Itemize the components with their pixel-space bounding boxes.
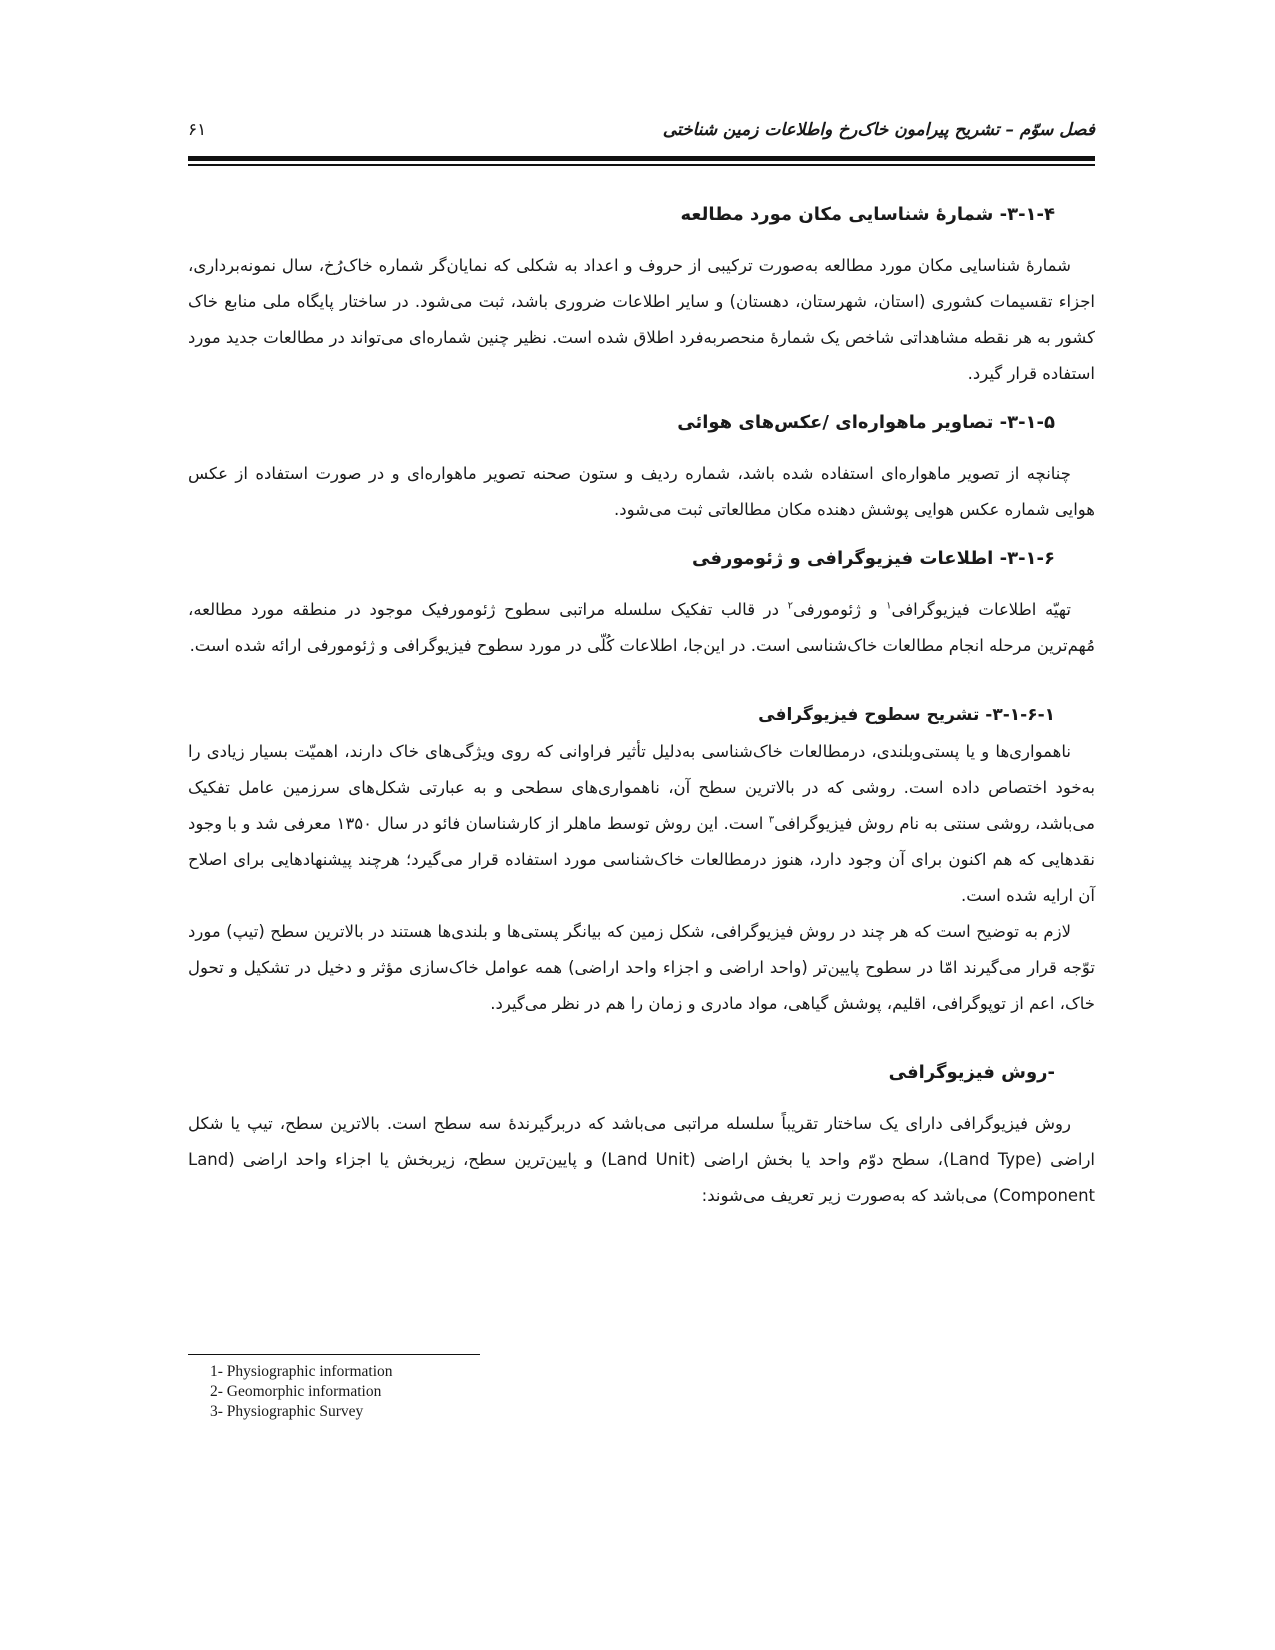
section-heading-physiography-geomorphology: ۳-۱-۶- اطلاعات فیزیوگرافی و ژئومورفی (692, 548, 1055, 569)
section-heading-site-id: ۳-۱-۴- شمارۀ شناسایی مکان مورد مطالعه (680, 204, 1055, 225)
section-heading-physiographic-method: -روش فیزیوگرافی (888, 1062, 1055, 1083)
footnote-2: 2- Geomorphic information (210, 1383, 382, 1400)
paragraph-site-id: شمارۀ شناسایی مکان مورد مطالعه به‌صورت ترکیبی از حروف و اعداد به شکلی که نمایان‌گر شماره خاک‌رُخ، سال نمونه‌برداری، اجزاء تقسیمات کشوری (استان، شهرستان، دهستان) و سایر اطلاعات ضروری باشد، ثبت می‌شود. در ساختار پایگاه ملی منابع خاک کشور به هر نقطه مشاهداتی شاخص یک شمارۀ منحصربه‌فرد اطلاق شده است. نظیر چنین شماره‌ای می‌تواند در مطالعات جدید مورد استفاده قرار گیرد. (188, 256, 1095, 383)
footnote-ref-2: ۲ (787, 600, 793, 612)
page-header (188, 120, 1095, 156)
running-header-title: فصل سوّم – تشریح پیرامون خاک‌رخ واطلاعات زمین شناختی (662, 120, 1095, 140)
paragraph-relief-note: لازم به توضیح است که هر چند در روش فیزیوگرافی، شکل زمین که بیانگر پستی‌ها و بلندی‌ها هستند در بالاترین سطح (تیپ) مورد توّجه قرار می‌گیرند امّا در سطوح پایین‌تر (واحد اراضی و اجزاء واحد اراضی) همه عوامل خاک‌سازی مؤثر و دخیل در تشکیل و تحول خاک، اعم از توپوگرافی، اقلیم، پوشش گیاهی، مواد مادری و زمان را هم در نظر می‌گیرد. (188, 922, 1095, 1013)
paragraph-relief-importance: ناهمواری‌ها و یا پستی‌وبلندی، درمطالعات خاک‌شناسی به‌دلیل تأثیر فراوانی که روی ویژگی‌های خاک دارند، اهمیّت بسیار زیادی را به‌خود اختصاص داده است. روشی که در بالاترین سطح آن، ناهمواری‌های سطحی و به عبارتی شکل‌های سرزمین عامل تفکیک می‌باشد، روشی سنتی به نام روش فیزیوگرافی$^۳$ است. این روش توسط ماهلر از کارشناسان فائو در سال ۱۳۵۰ معرفی شد و با وجود نقدهایی که هم اکنون برای آن وجود دارد، هنوز درمطالعات خاک‌شناسی مورد استفاده قرار می‌گیرد؛ هرچند پیشنهادهایی برای اصلاح آن ارایه شده است. (188, 742, 1095, 905)
footnote-1: 1- Physiographic information (210, 1363, 393, 1380)
footnote-3: 3- Physiographic Survey (210, 1403, 364, 1420)
paragraph-physiographic-method: روش فیزیوگرافی دارای یک ساختار تقریباً سلسله مراتبی می‌باشد که دربرگیرندۀ سه سطح است. بالاترین سطح، تیپ یا شکل اراضی (Land Type)، سطح دوّم واحد یا بخش اراضی (Land Unit) و پایین‌ترین سطح، زیربخش یا اجزاء واحد اراضی (Land Component) می‌باشد که به‌صورت زیر تعریف می‌شوند: (188, 1114, 1095, 1205)
subsection-heading-physiographic-levels: ۳-۱-۶-۱- تشریح سطوح فیزیوگرافی (758, 705, 1055, 725)
footnote-ref-1: ۱ (886, 600, 892, 612)
header-rule-thick (188, 156, 1095, 161)
page-content (188, 200, 1095, 1230)
footnote-separator (188, 1354, 480, 1355)
header-rule-thin (188, 164, 1095, 166)
footnotes (210, 1362, 393, 1422)
paragraph-physiography-geomorphology: تهیّه اطلاعات فیزیوگرافی$^۱$ و ژئومورفی$^۲$ در قالب تفکیک سلسله مراتبی سطوح ژئومورفیک موجود در منطقه مورد مطالعه، مُهم‌ترین مرحله انجام مطالعات خاک‌شناسی است. در این‌جا، اطلاعات کُلّی در مورد سطوح فیزیوگرافی و ژئومورفی ارائه شده است. (188, 600, 1095, 655)
paragraph-satellite-images: چنانچه از تصویر ماهواره‌ای استفاده شده باشد، شماره ردیف و ستون صحنه تصویر ماهواره‌ای و در صورت استفاده از عکس هوایی شماره عکس هوایی پوشش دهنده مکان مطالعاتی ثبت می‌شود. (188, 464, 1095, 519)
footnote-ref-3: ۳ (768, 814, 775, 826)
page-number: ۶۱ (188, 120, 207, 140)
section-heading-satellite-images: ۳-۱-۵- تصاویر ماهواره‌ای /عکس‌های هوائی (677, 412, 1055, 433)
